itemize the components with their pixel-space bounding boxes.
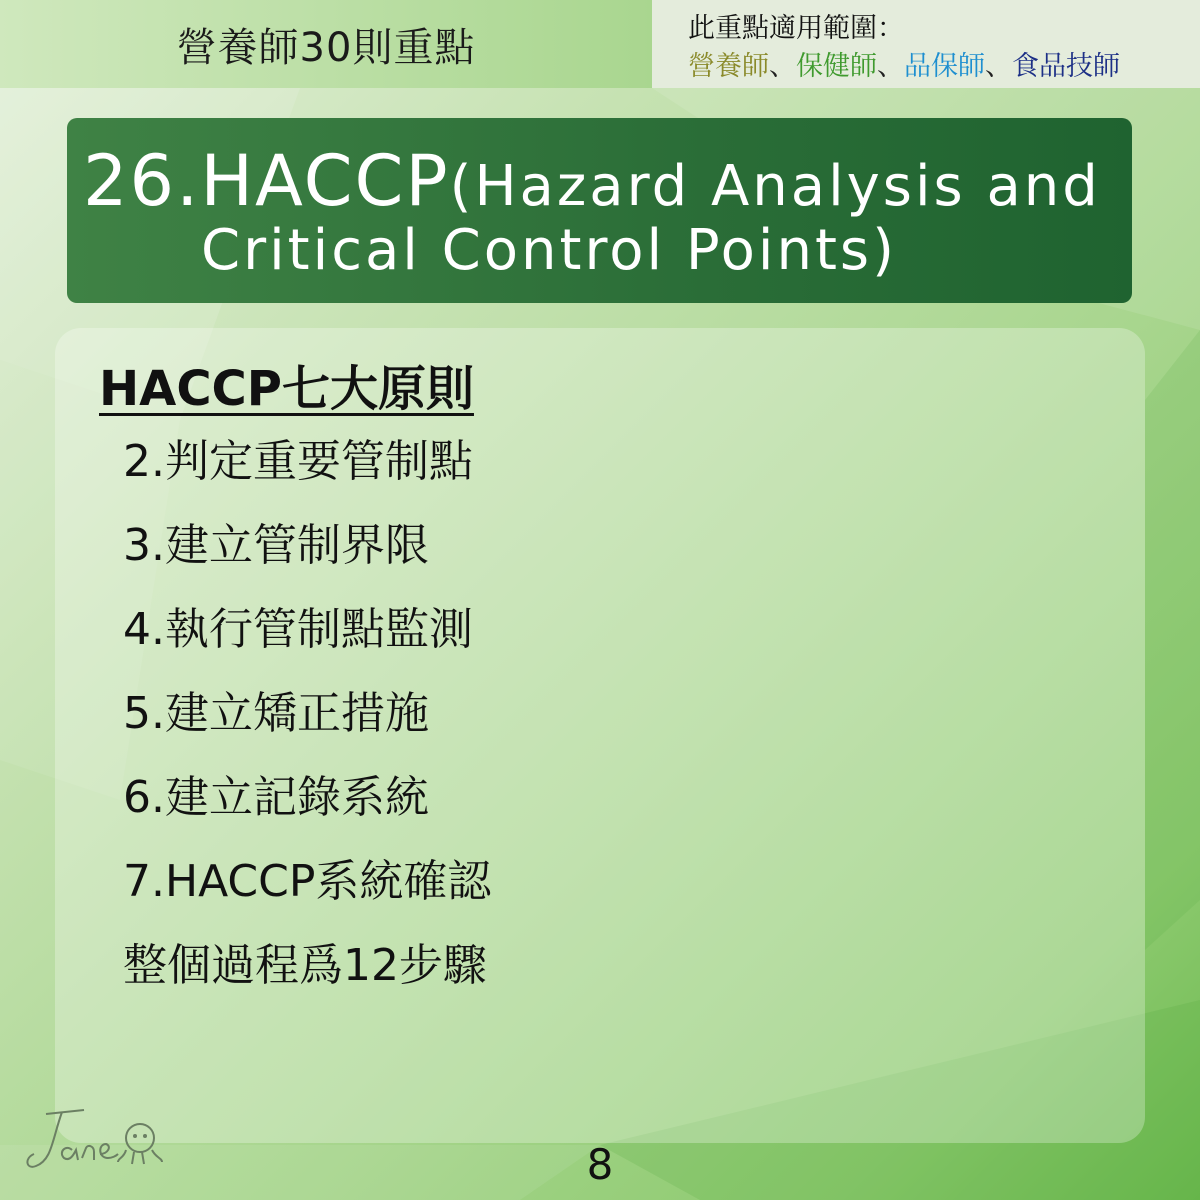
scope-separator: 、 xyxy=(985,51,1012,82)
title-banner xyxy=(67,118,1132,303)
scope-separator: 、 xyxy=(769,51,796,82)
list-item: 7.HACCP系統確認 xyxy=(123,856,492,907)
list-item: 4.執行管制點監測 xyxy=(123,604,473,655)
title-expansion-1: (Hazard Analysis and xyxy=(449,154,1101,219)
list-item: 6.建立記錄系統 xyxy=(123,772,429,823)
scope-item-health: 保健師 xyxy=(796,51,877,82)
list-item: 3.建立管制界限 xyxy=(123,520,429,571)
series-title: 營養師30則重點 xyxy=(176,24,476,71)
steps-list xyxy=(123,432,491,1020)
scope-separator: 、 xyxy=(877,51,904,82)
scope-list xyxy=(688,44,1120,83)
title-expansion-2: Critical Control Points) xyxy=(201,218,897,283)
section-heading: HACCP七大原則 xyxy=(99,361,474,417)
list-item: 5.建立矯正措施 xyxy=(123,688,429,739)
content-card xyxy=(55,328,1145,1143)
signature-logo xyxy=(22,1100,167,1180)
scope-box xyxy=(652,0,1200,88)
scope-item-qa: 品保師 xyxy=(904,51,985,82)
page-number: 8 xyxy=(586,1140,614,1189)
scope-title: 此重點適用範圍： xyxy=(688,13,904,44)
scope-item-food-tech: 食品技師 xyxy=(1012,51,1120,82)
list-item: 2.判定重要管制點 xyxy=(123,436,473,487)
list-item: 整個過程爲12步驟 xyxy=(123,940,487,991)
scope-item-nutritionist: 營養師 xyxy=(688,51,769,82)
title-number: 26.HACCP xyxy=(83,140,450,222)
title-line-1 xyxy=(83,140,1101,222)
series-title-bar xyxy=(0,0,652,88)
